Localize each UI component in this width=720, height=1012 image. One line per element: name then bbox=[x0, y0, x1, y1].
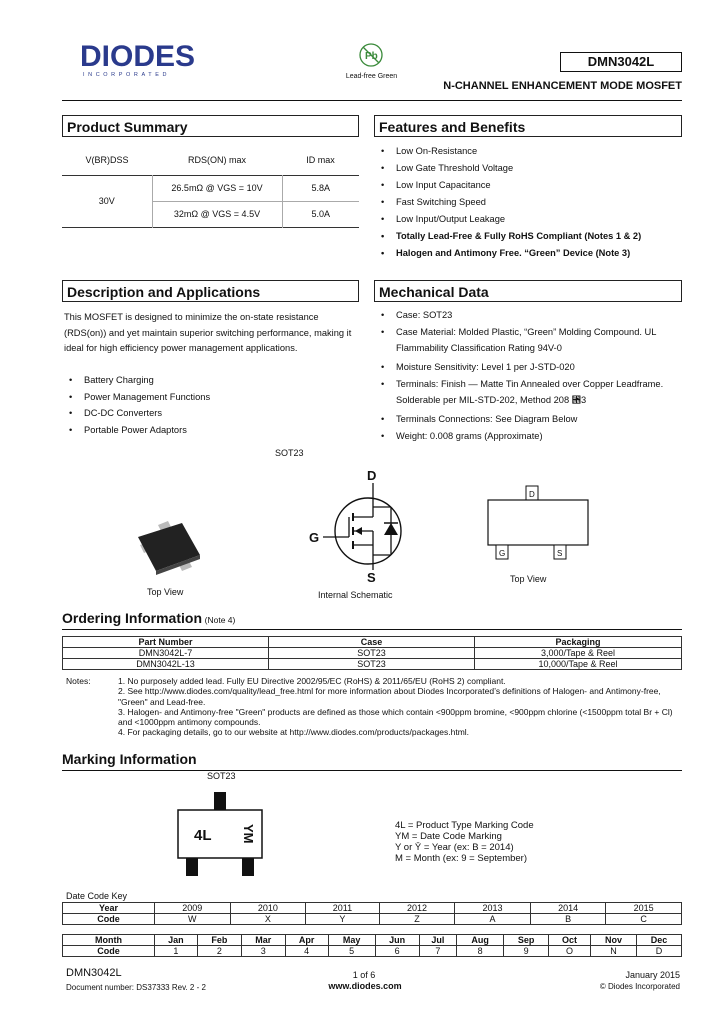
footer-part: DMN3042L bbox=[66, 967, 122, 979]
lead-free-label: Lead-free Green bbox=[345, 73, 398, 80]
pinout-d: D bbox=[529, 490, 535, 499]
ord-h-pack: Packaging bbox=[475, 637, 682, 648]
year-code-table bbox=[62, 902, 682, 925]
feature-item: • Low On-Resistance bbox=[376, 146, 682, 157]
ordering-divider bbox=[62, 629, 682, 630]
product-summary-header bbox=[62, 115, 359, 137]
table-cell: 2010 bbox=[230, 903, 306, 914]
pinout-s: S bbox=[557, 549, 563, 558]
application-item: • Battery Charging bbox=[64, 375, 356, 386]
table-cell: Oct bbox=[549, 935, 591, 946]
device-subtitle: N-CHANNEL ENHANCEMENT MODE MOSFET bbox=[443, 80, 682, 92]
table-cell: SOT23 bbox=[269, 659, 475, 670]
ps-rds-2: 32mΩ @ VGS = 4.5V bbox=[152, 201, 282, 227]
marking-header bbox=[62, 751, 197, 767]
diodes-logo bbox=[80, 38, 205, 78]
table-cell: Jun bbox=[375, 935, 419, 946]
date-code-key-label: Date Code Key bbox=[66, 891, 128, 901]
marking-sot23-label: SOT23 bbox=[207, 771, 236, 781]
description-title: Description and Applications bbox=[67, 284, 261, 300]
feature-item: • Low Gate Threshold Voltage bbox=[376, 163, 682, 174]
note-item: 3. Halogen- and Antimony-free "Green" products are defined as those which contain <900ppm bromine, <900ppm chlorine (<1500ppm total Br + Cl) and <1000ppm antimony compounds. bbox=[118, 706, 673, 728]
legend-line: Y or Ȳ = Year (ex: B = 2014) bbox=[395, 842, 514, 853]
mechanical-title: Mechanical Data bbox=[379, 284, 489, 300]
year-head: Year bbox=[63, 903, 155, 914]
ordering-table bbox=[62, 636, 682, 670]
table-cell: X bbox=[230, 914, 306, 925]
mark-4l: 4L bbox=[194, 827, 212, 844]
table-cell: 2009 bbox=[155, 903, 231, 914]
table-cell: Sep bbox=[504, 935, 549, 946]
ord-h-case: Case bbox=[269, 637, 475, 648]
product-summary-title: Product Summary bbox=[67, 119, 188, 135]
feature-item: • Fast Switching Speed bbox=[376, 197, 682, 208]
year-code-head: Code bbox=[63, 914, 155, 925]
table-cell: W bbox=[155, 914, 231, 925]
table-cell: May bbox=[328, 935, 375, 946]
table-cell: DMN3042L-13 bbox=[63, 659, 269, 670]
ps-header-vbr: V(BR)DSS bbox=[85, 154, 129, 165]
note-item: 2. See http://www.diodes.com/quality/lead_free.html for more information about Diodes Incorporated’s definitions of Halogen- and Antimony-free, "Green" and Lead-free. bbox=[118, 686, 661, 707]
table-cell: O bbox=[549, 946, 591, 957]
pinout-g: G bbox=[499, 549, 506, 558]
month-head: Month bbox=[63, 935, 155, 946]
features-header bbox=[374, 115, 682, 137]
table-cell: A bbox=[455, 914, 531, 925]
table-cell: DMN3042L-7 bbox=[63, 648, 269, 659]
table-cell: 3 bbox=[241, 946, 285, 957]
mechanical-header bbox=[374, 280, 682, 302]
feature-item: • Low Input/Output Leakage bbox=[376, 214, 682, 225]
notes-label: Notes: bbox=[66, 676, 91, 686]
table-cell: Nov bbox=[590, 935, 636, 946]
table-cell: 7 bbox=[419, 946, 457, 957]
footer-doc: Document number: DS37333 Rev. 2 - 2 bbox=[66, 983, 206, 992]
mechanical-item: • Terminals: Finish — Matte Tin Annealed over Copper Leadframe. Solderable per MIL-STD-202, Method 208 ⑕3 bbox=[376, 376, 682, 408]
mechanical-item: • Terminals Connections: See Diagram Below bbox=[376, 414, 682, 425]
table-cell: Jul bbox=[419, 935, 457, 946]
features-list bbox=[376, 146, 682, 265]
legend-line: YM = Date Code Marking bbox=[395, 831, 502, 842]
marking-divider bbox=[62, 770, 682, 771]
table-cell: 2015 bbox=[606, 903, 682, 914]
ord-h-part: Part Number bbox=[63, 637, 269, 648]
note-item: 4. For packaging details, go to our website at http://www.diodes.com/products/packages.html. bbox=[118, 727, 470, 738]
marking-legend bbox=[395, 820, 534, 864]
table-cell: 2014 bbox=[530, 903, 606, 914]
table-cell: Jan bbox=[155, 935, 198, 946]
mechanical-item: • Weight: 0.008 grams (Approximate) bbox=[376, 431, 682, 442]
month-code-head: Code bbox=[63, 946, 155, 957]
schematic-label: Internal Schematic bbox=[318, 590, 393, 600]
package-3d-image bbox=[130, 515, 210, 585]
table-cell: C bbox=[606, 914, 682, 925]
note-item: 1. No purposely added lead. Fully EU Directive 2002/95/EC (RoHS) & 2011/65/EU (RoHS 2) compliant. bbox=[118, 676, 506, 686]
notes-list bbox=[118, 676, 678, 738]
footer-date: January 2015 bbox=[625, 970, 680, 980]
ps-vbr-value: 30V bbox=[98, 196, 115, 206]
month-code-table bbox=[62, 934, 682, 957]
table-cell: Apr bbox=[285, 935, 328, 946]
application-item: • DC-DC Converters bbox=[64, 408, 356, 419]
features-title: Features and Benefits bbox=[379, 119, 526, 135]
mechanical-item: • Case Material: Molded Plastic, “Green” Molding Compound. UL Flammability Classification Rating 94V-0 bbox=[376, 324, 682, 356]
ordering-title: Ordering Information bbox=[62, 610, 202, 626]
logo-sub: INCORPORATED bbox=[83, 72, 171, 78]
marking-title: Marking Information bbox=[62, 751, 197, 767]
table-cell: 2013 bbox=[455, 903, 531, 914]
pin-d-label: D bbox=[367, 468, 377, 483]
table-cell: 6 bbox=[375, 946, 419, 957]
ps-header-id: ID max bbox=[306, 154, 335, 165]
table-cell: Feb bbox=[197, 935, 241, 946]
pinout-top-view bbox=[482, 485, 592, 565]
table-cell: 10,000/Tape & Reel bbox=[475, 659, 682, 670]
top-view-label-2: Top View bbox=[510, 574, 547, 584]
table-cell: 1 bbox=[155, 946, 198, 957]
application-item: • Portable Power Adaptors bbox=[64, 425, 356, 436]
sot23-label: SOT23 bbox=[275, 448, 304, 458]
ps-rds-1: 26.5mΩ @ VGS = 10V bbox=[152, 175, 282, 201]
description-header bbox=[62, 280, 359, 302]
table-cell: B bbox=[530, 914, 606, 925]
applications-list bbox=[64, 375, 356, 441]
top-view-label: Top View bbox=[147, 587, 184, 597]
logo-text: DIODES bbox=[80, 40, 196, 73]
ps-id-2: 5.0A bbox=[282, 201, 359, 227]
description-paragraph: This MOSFET is designed to minimize the on-state resistance (RDS(on)) and yet maintain superior switching performance, making it ideal for high efficiency power management applications. bbox=[64, 312, 352, 353]
feature-item: • Totally Lead-Free & Fully RoHS Compliant (Notes 1 & 2) bbox=[376, 231, 682, 242]
mosfet-schematic bbox=[305, 465, 415, 585]
legend-line: 4L = Product Type Marking Code bbox=[395, 820, 534, 831]
lead-free-badge bbox=[344, 40, 399, 82]
ordering-header bbox=[62, 610, 682, 626]
application-item: • Power Management Functions bbox=[64, 392, 356, 403]
mark-ym: YM bbox=[241, 824, 256, 844]
footer-url[interactable]: www.diodes.com bbox=[328, 981, 402, 991]
table-cell: 4 bbox=[285, 946, 328, 957]
table-cell: Aug bbox=[457, 935, 504, 946]
mechanical-list bbox=[376, 310, 682, 448]
mechanical-item: • Moisture Sensitivity: Level 1 per J-STD-020 bbox=[376, 362, 682, 373]
table-cell: 2011 bbox=[306, 903, 380, 914]
product-summary-table bbox=[62, 145, 359, 228]
pin-g-label: G bbox=[309, 530, 320, 545]
pb-icon: Pb bbox=[365, 51, 378, 62]
pin-s-label: S bbox=[367, 570, 376, 585]
footer-copyright: © Diodes Incorporated bbox=[599, 982, 680, 991]
ordering-note-ref: (Note 4) bbox=[204, 615, 236, 625]
mechanical-item: • Case: SOT23 bbox=[376, 310, 682, 321]
table-cell: 5 bbox=[328, 946, 375, 957]
header-divider bbox=[62, 100, 682, 101]
table-cell: N bbox=[590, 946, 636, 957]
footer-page: 1 of 6 bbox=[352, 970, 376, 980]
feature-item: • Low Input Capacitance bbox=[376, 180, 682, 191]
part-number-box: DMN3042L bbox=[560, 52, 682, 72]
table-cell: 8 bbox=[457, 946, 504, 957]
ps-header-rds: RDS(ON) max bbox=[188, 154, 246, 165]
table-cell: 9 bbox=[504, 946, 549, 957]
table-cell: Z bbox=[379, 914, 455, 925]
ps-id-1: 5.8A bbox=[282, 175, 359, 201]
table-cell: D bbox=[636, 946, 681, 957]
legend-line: M = Month (ex: 9 = September) bbox=[395, 853, 528, 864]
table-cell: Y bbox=[306, 914, 380, 925]
table-cell: 3,000/Tape & Reel bbox=[475, 648, 682, 659]
marking-package-drawing bbox=[170, 790, 270, 880]
table-cell: Mar bbox=[241, 935, 285, 946]
table-cell: 2 bbox=[197, 946, 241, 957]
table-cell: SOT23 bbox=[269, 648, 475, 659]
table-cell: 2012 bbox=[379, 903, 455, 914]
feature-item: • Halogen and Antimony Free. “Green” Device (Note 3) bbox=[376, 248, 682, 259]
table-cell: Dec bbox=[636, 935, 681, 946]
